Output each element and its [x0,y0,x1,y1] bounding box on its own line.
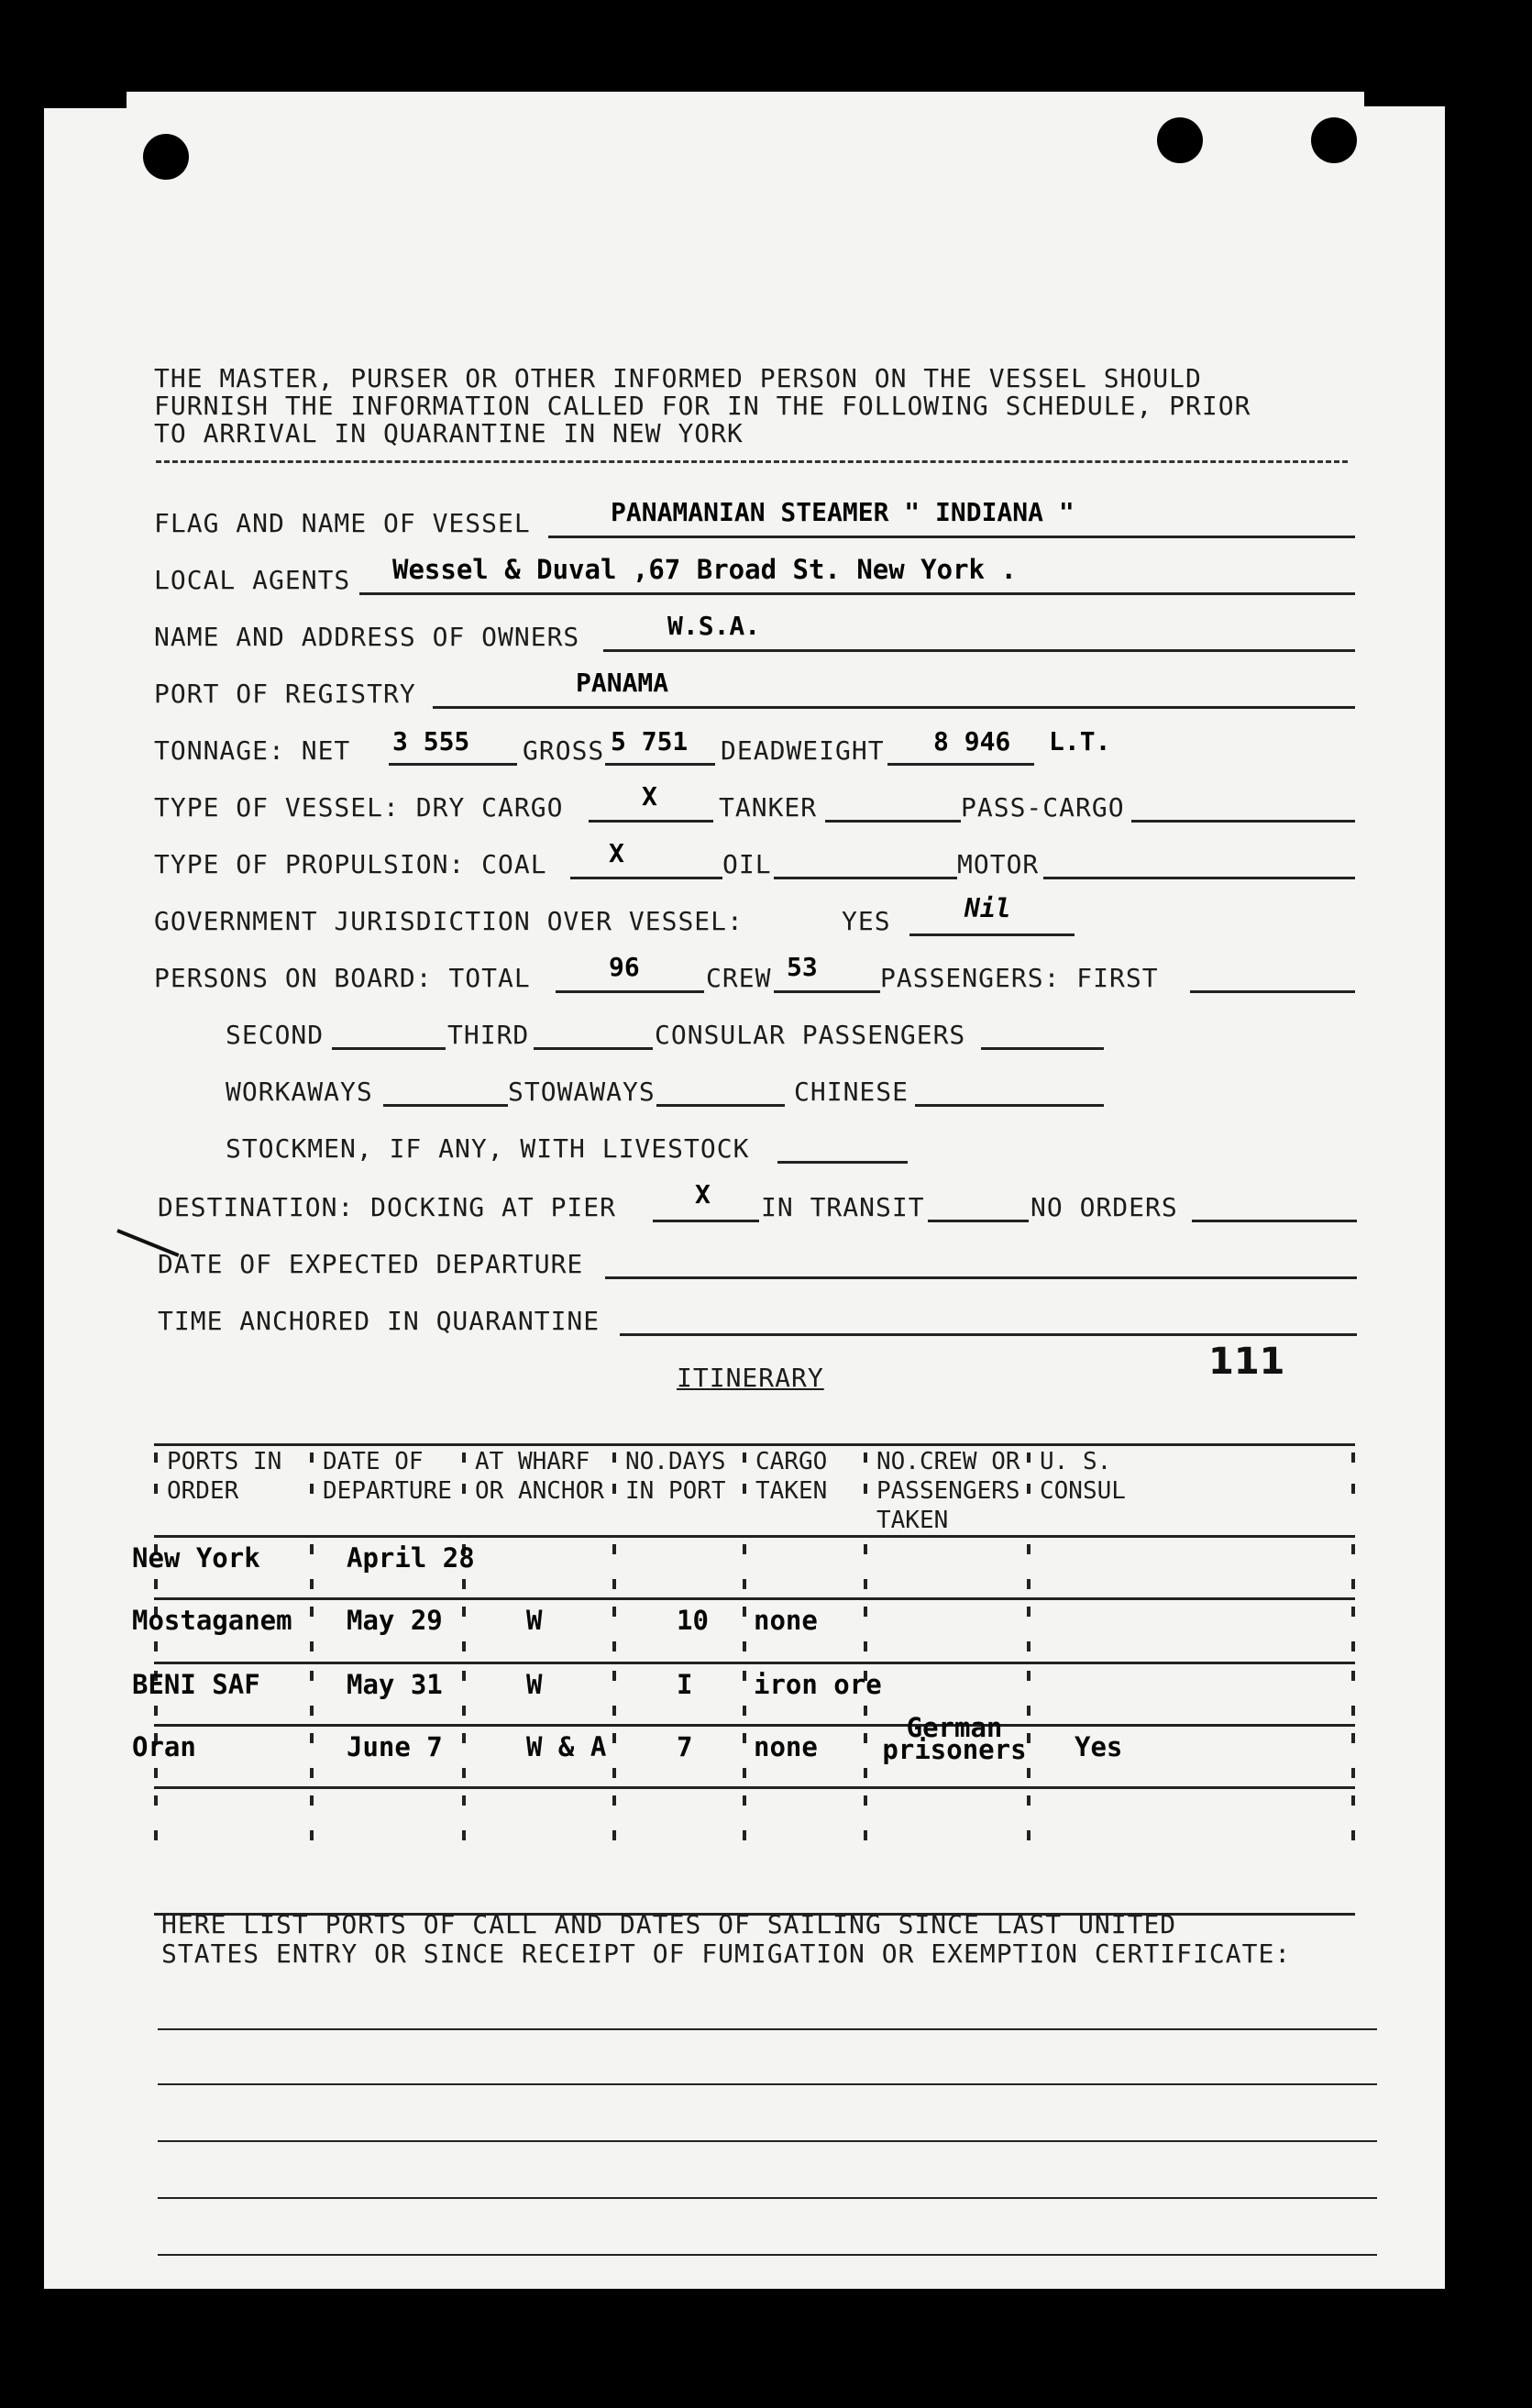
table-cell-port: New York [132,1542,260,1574]
column-tick [310,1453,314,1463]
column-tick [1351,1830,1355,1840]
ports-of-call-line [158,2197,1377,2199]
table-header-line [154,1535,1355,1538]
table-cell-cargo: iron ore [754,1669,882,1700]
departure-line [605,1276,1357,1279]
footer-line-1: HERE LIST PORTS OF CALL AND DATES OF SAILING SINCE LAST UNITED [161,1909,1177,1939]
ports-of-call-line [158,2083,1377,2085]
column-tick [462,1607,466,1617]
column-tick [864,1733,867,1743]
table-header-cell: CARGO [755,1448,828,1475]
table-header-cell: DEPARTURE [323,1477,452,1505]
registry-value: PANAMA [576,668,669,698]
table-cell-days: I [677,1669,693,1700]
column-tick [154,1768,158,1778]
column-tick [864,1706,867,1716]
registry-line [433,706,1355,709]
column-tick [462,1706,466,1716]
column-tick [864,1768,867,1778]
table-header-cell: PORTS IN [167,1448,282,1475]
persons-crew-value: 53 [787,952,818,982]
chinese-line [915,1104,1104,1107]
ports-of-call-line [158,2254,1377,2256]
column-tick [743,1544,746,1554]
column-tick [1351,1607,1355,1617]
table-cell-date: May 31 [347,1669,443,1700]
column-tick [462,1733,466,1743]
column-tick [612,1706,616,1716]
column-tick [743,1830,746,1840]
column-tick [310,1768,314,1778]
yes-label: YES [842,906,891,936]
table-header-cell: TAKEN [755,1477,828,1505]
pier-line [653,1220,759,1222]
transit-line [928,1220,1029,1222]
table-cell-days: 10 [677,1605,709,1636]
tonnage-net-value: 3 555 [392,726,470,757]
torn-edge [1364,92,1445,106]
column-tick [1027,1641,1031,1651]
agents-value: Wessel & Duval ,67 Broad St. New York . [392,554,1017,585]
registry-label: PORT OF REGISTRY [154,679,416,709]
agents-label: LOCAL AGENTS [154,565,351,595]
column-tick [612,1453,616,1463]
tonnage-gross-line [605,763,715,766]
column-tick [1351,1671,1355,1681]
column-tick [1351,1795,1355,1806]
table-header-cell: NO.DAYS [625,1448,726,1475]
column-tick [612,1579,616,1589]
owners-value: W.S.A. [667,611,761,641]
dashed-separator [156,460,1348,463]
departure-label: DATE OF EXPECTED DEPARTURE [158,1249,584,1279]
column-tick [1027,1830,1031,1840]
table-cell-consul: Yes [1075,1731,1123,1762]
column-tick [612,1768,616,1778]
column-tick [310,1579,314,1589]
anchored-label: TIME ANCHORED IN QUARANTINE [158,1306,601,1336]
ports-of-call-line [158,2028,1377,2030]
column-tick [864,1579,867,1589]
instructions-line-3: TO ARRIVAL IN QUARANTINE IN NEW YORK [154,418,744,448]
column-tick [1351,1453,1355,1463]
page-number: 111 [1208,1341,1285,1383]
owners-line [603,649,1355,652]
third-line [534,1047,653,1050]
stockmen-line [777,1161,908,1164]
transit-label: IN TRANSIT [761,1192,925,1222]
column-tick [1351,1733,1355,1743]
flag-line [548,536,1355,538]
punch-hole [1157,117,1203,163]
table-cell-wharf: W [526,1605,543,1636]
column-tick [612,1795,616,1806]
persons-total-value: 96 [609,952,640,982]
column-tick [1351,1579,1355,1589]
table-cell-port: BENI SAF [132,1669,260,1700]
column-tick [743,1453,746,1463]
table-row-line [154,1662,1355,1664]
flag-value: PANAMANIAN STEAMER " INDIANA " [611,497,1075,527]
column-tick [310,1733,314,1743]
jurisdiction-label: GOVERNMENT JURISDICTION OVER VESSEL: [154,906,744,936]
third-label: THIRD [447,1020,530,1050]
column-tick [864,1484,867,1494]
table-cell-port: Oran [132,1731,196,1762]
jurisdiction-line [909,933,1075,936]
table-row-line [154,1786,1355,1789]
column-tick [864,1453,867,1463]
owners-label: NAME AND ADDRESS OF OWNERS [154,622,580,652]
stowaways-label: STOWAWAYS [508,1077,656,1107]
table-cell-wharf: W & A [526,1731,607,1762]
total-line [556,990,704,993]
second-line [332,1047,446,1050]
column-tick [1027,1706,1031,1716]
column-tick [462,1830,466,1840]
column-tick [612,1641,616,1651]
table-cell-date: May 29 [347,1605,443,1636]
column-tick [864,1641,867,1651]
motor-label: MOTOR [957,849,1040,879]
column-tick [1027,1484,1031,1494]
column-tick [154,1830,158,1840]
tonnage-gross-value: 5 751 [611,726,689,757]
column-tick [743,1706,746,1716]
column-tick [1027,1768,1031,1778]
gross-label: GROSS [523,735,605,766]
column-tick [310,1544,314,1554]
column-tick [1351,1706,1355,1716]
tanker-label: TANKER [719,792,818,823]
propulsion-label: TYPE OF PROPULSION: COAL [154,849,547,879]
consular-line [981,1047,1104,1050]
column-tick [612,1607,616,1617]
flag-label: FLAG AND NAME OF VESSEL [154,508,531,538]
crew-label: CREW [706,963,772,993]
table-header-cell: AT WHARF [475,1448,590,1475]
column-tick [154,1453,158,1463]
column-tick [154,1641,158,1651]
table-cell-port: Mostaganem [132,1605,292,1636]
column-tick [1351,1484,1355,1494]
chinese-label: CHINESE [794,1077,909,1107]
second-label: SECOND [226,1020,325,1050]
consular-label: CONSULAR PASSENGERS [655,1020,966,1050]
ports-of-call-line [158,2140,1377,2142]
column-tick [462,1453,466,1463]
motor-line [1043,877,1355,879]
column-tick [310,1671,314,1681]
column-tick [310,1795,314,1806]
column-tick [612,1544,616,1554]
punch-hole [143,134,189,180]
punch-hole [1311,117,1357,163]
tonnage-deadweight-value: 8 946 [933,726,1011,757]
dry-cargo-value: X [642,781,657,812]
column-tick [612,1671,616,1681]
column-tick [612,1830,616,1840]
column-tick [462,1484,466,1494]
destination-label: DESTINATION: DOCKING AT PIER [158,1192,617,1222]
table-header-cell: IN PORT [625,1477,726,1505]
table-cell-crew: German prisoners [882,1712,1027,1765]
table-cell-date: June 7 [347,1731,443,1762]
instructions-line-2: FURNISH THE INFORMATION CALLED FOR IN THE FOLLOWING SCHEDULE, PRIOR [154,391,1251,421]
oil-line [774,877,957,879]
column-tick [462,1768,466,1778]
deadweight-label: DEADWEIGHT [721,735,885,766]
table-cell-days: 7 [677,1731,693,1762]
table-header-cell: CONSUL [1040,1477,1126,1505]
column-tick [310,1830,314,1840]
itinerary-title: ITINERARY [677,1363,824,1393]
column-tick [1351,1544,1355,1554]
passengers-first-label: PASSENGERS: FIRST [880,963,1159,993]
stockmen-label: STOCKMEN, IF ANY, WITH LIVESTOCK [226,1133,750,1164]
pass-cargo-label: PASS-CARGO [961,792,1125,823]
column-tick [1027,1579,1031,1589]
oil-label: OIL [722,849,772,879]
column-tick [462,1795,466,1806]
quarantine-form-sheet [44,92,1445,2289]
torn-edge [44,92,127,108]
workaways-line [383,1104,508,1107]
itinerary-table [132,1443,1355,1911]
vessel-type-label: TYPE OF VESSEL: DRY CARGO [154,792,564,823]
table-header-cell: PASSENGERS [876,1477,1020,1505]
table-cell-date: April 28 [347,1542,475,1574]
table-cell-cargo: none [754,1605,818,1636]
column-tick [154,1579,158,1589]
column-tick [612,1484,616,1494]
column-tick [1027,1453,1031,1463]
column-tick [743,1579,746,1589]
table-cell-cargo: none [754,1731,818,1762]
agents-line [359,592,1355,595]
column-tick [1351,1641,1355,1651]
column-tick [743,1671,746,1681]
column-tick [462,1671,466,1681]
anchored-line [620,1333,1357,1336]
table-header-cell: ORDER [167,1477,239,1505]
column-tick [310,1607,314,1617]
no-orders-line [1192,1220,1357,1222]
workaways-label: WORKAWAYS [226,1077,373,1107]
column-tick [1351,1768,1355,1778]
column-tick [154,1706,158,1716]
column-tick [743,1641,746,1651]
tonnage-net-line [389,763,517,766]
table-row-line [154,1597,1355,1600]
pier-value: X [695,1179,711,1210]
tonnage-unit: L.T. [1049,726,1111,757]
column-tick [462,1579,466,1589]
tonnage-deadweight-line [887,763,1034,766]
column-tick [154,1795,158,1806]
column-tick [462,1641,466,1651]
crew-line [774,990,880,993]
table-cell-wharf: W [526,1669,543,1700]
coal-line [570,877,722,879]
instructions-line-1: THE MASTER, PURSER OR OTHER INFORMED PERSON ON THE VESSEL SHOULD [154,363,1202,393]
dry-cargo-line [589,820,713,823]
column-tick [154,1484,158,1494]
no-orders-label: NO ORDERS [1031,1192,1178,1222]
column-tick [1027,1795,1031,1806]
column-tick [310,1484,314,1494]
table-header-cell: U. S. [1040,1448,1112,1475]
column-tick [1027,1607,1031,1617]
table-header-cell: NO.CREW OR [876,1448,1020,1475]
column-tick [612,1733,616,1743]
table-header-cell: DATE OF [323,1448,424,1475]
footer-line-2: STATES ENTRY OR SINCE RECEIPT OF FUMIGATION OR EXEMPTION CERTIFICATE: [161,1939,1292,1969]
column-tick [864,1607,867,1617]
table-header-cell: TAKEN [876,1507,949,1534]
column-tick [864,1795,867,1806]
column-tick [743,1484,746,1494]
pass-cargo-line [1131,820,1355,823]
tanker-line [825,820,961,823]
column-tick [743,1733,746,1743]
column-tick [864,1544,867,1554]
first-line [1190,990,1355,993]
column-tick [864,1830,867,1840]
column-tick [1027,1544,1031,1554]
column-tick [310,1641,314,1651]
jurisdiction-value: Nil [964,893,1011,923]
tonnage-label: TONNAGE: NET [154,735,351,766]
stowaways-line [656,1104,785,1107]
persons-label: PERSONS ON BOARD: TOTAL [154,963,531,993]
table-top-line [154,1443,1355,1446]
column-tick [310,1706,314,1716]
column-tick [743,1795,746,1806]
column-tick [1027,1671,1031,1681]
coal-value: X [609,838,624,868]
table-header-cell: OR ANCHOR [475,1477,604,1505]
column-tick [743,1768,746,1778]
table-row-line [154,1724,1355,1727]
column-tick [743,1607,746,1617]
